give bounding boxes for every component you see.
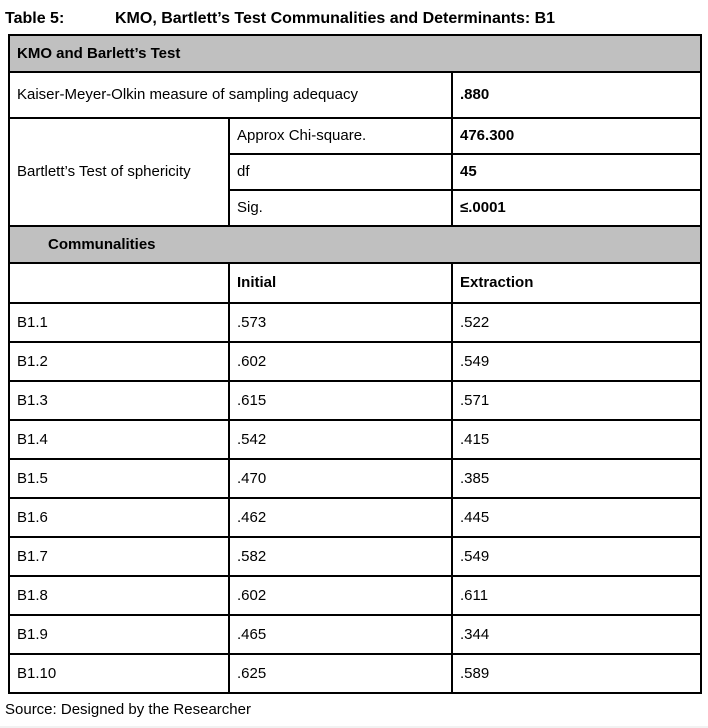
communalities-section-header-row — [9, 226, 701, 263]
extraction-cell: .445 — [452, 498, 701, 537]
item-cell: B1.8 — [9, 576, 229, 615]
bartlett-stat-value: 476.300 — [452, 118, 701, 154]
item-cell: B1.3 — [9, 381, 229, 420]
extraction-cell: .589 — [452, 654, 701, 693]
item-cell: B1.10 — [9, 654, 229, 693]
kmo-section-header: KMO and Barlett’s Test — [9, 35, 701, 72]
bartlett-stat-label: Sig. — [229, 190, 452, 226]
initial-cell: .573 — [229, 303, 452, 342]
item-cell: B1.4 — [9, 420, 229, 459]
table-row — [9, 420, 701, 459]
item-cell: B1.2 — [9, 342, 229, 381]
initial-cell: .615 — [229, 381, 452, 420]
column-header-extraction: Extraction — [452, 263, 701, 303]
source-note: Source: Designed by the Researcher — [5, 701, 251, 718]
kmo-measure-value: .880 — [452, 72, 701, 118]
initial-cell: .602 — [229, 342, 452, 381]
extraction-cell: .522 — [452, 303, 701, 342]
communalities-section-header: Communalities — [9, 226, 701, 263]
item-cell: B1.5 — [9, 459, 229, 498]
table-title: KMO, Bartlett’s Test Communalities and Determinants: B1 — [115, 10, 556, 27]
item-cell: B1.7 — [9, 537, 229, 576]
item-cell: B1.6 — [9, 498, 229, 537]
table-row — [9, 576, 701, 615]
extraction-cell: .415 — [452, 420, 701, 459]
kmo-measure-row — [9, 72, 701, 118]
table-row — [9, 654, 701, 693]
table-row — [9, 381, 701, 420]
bartlett-test-label: Bartlett’s Test of sphericity — [9, 118, 229, 226]
initial-cell: .582 — [229, 537, 452, 576]
bartlett-stat-value: 45 — [452, 154, 701, 190]
table-row — [9, 342, 701, 381]
initial-cell: .625 — [229, 654, 452, 693]
initial-cell: .465 — [229, 615, 452, 654]
initial-cell: .602 — [229, 576, 452, 615]
extraction-cell: .611 — [452, 576, 701, 615]
extraction-cell: .385 — [452, 459, 701, 498]
table-row — [9, 615, 701, 654]
item-cell: B1.1 — [9, 303, 229, 342]
extraction-cell: .549 — [452, 342, 701, 381]
empty-header-cell — [9, 263, 229, 303]
initial-cell: .462 — [229, 498, 452, 537]
item-cell: B1.9 — [9, 615, 229, 654]
table-row — [9, 459, 701, 498]
extraction-cell: .549 — [452, 537, 701, 576]
kmo-bartlett-communalities-table — [8, 34, 702, 694]
kmo-measure-label: Kaiser-Meyer-Olkin measure of sampling adequacy — [9, 72, 452, 118]
table-caption — [0, 0, 708, 28]
communalities-column-header-row — [9, 263, 701, 303]
table-row — [9, 537, 701, 576]
bartlett-stat-label: df — [229, 154, 452, 190]
column-header-initial: Initial — [229, 263, 452, 303]
table-row — [9, 498, 701, 537]
bartlett-chisquare-row — [9, 118, 701, 154]
initial-cell: .542 — [229, 420, 452, 459]
bartlett-stat-value: ≤.0001 — [452, 190, 701, 226]
extraction-cell: .344 — [452, 615, 701, 654]
initial-cell: .470 — [229, 459, 452, 498]
table-number: Table 5: — [5, 10, 65, 27]
table-row — [9, 303, 701, 342]
kmo-section-header-row — [9, 35, 701, 72]
bartlett-stat-label: Approx Chi-square. — [229, 118, 452, 154]
extraction-cell: .571 — [452, 381, 701, 420]
